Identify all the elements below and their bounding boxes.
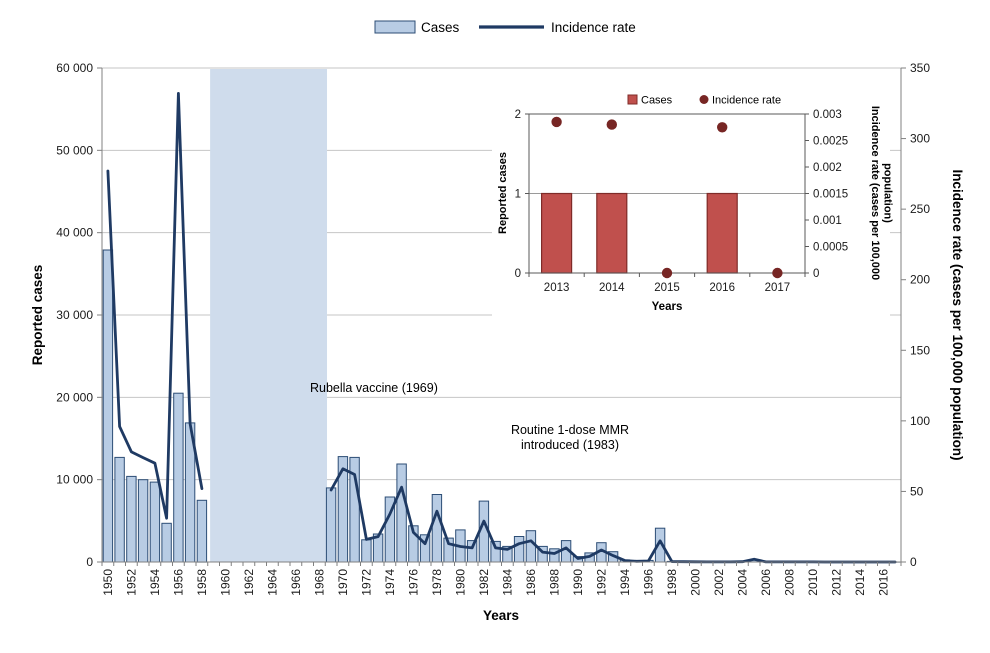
y-right-tick-label: 150 xyxy=(910,343,931,358)
x-tick-label-1998: 1998 xyxy=(664,569,679,596)
inset-cases-bar-2014 xyxy=(597,194,627,274)
inset-legend-cases-label: Cases xyxy=(641,94,673,107)
inset-y-right-axis-title-line1: Incidence rate (cases per 100,000 xyxy=(869,105,881,281)
x-tick-label-2010: 2010 xyxy=(805,569,820,596)
cases-bar-1978 xyxy=(432,495,441,563)
x-tick-label-1978: 1978 xyxy=(429,569,444,596)
y-left-tick-label: 60 000 xyxy=(56,61,93,75)
inset-x-tick-label-2016: 2016 xyxy=(709,282,735,294)
x-tick-label-1976: 1976 xyxy=(406,569,421,596)
x-tick-label-1968: 1968 xyxy=(312,569,327,596)
x-tick-label-2000: 2000 xyxy=(688,569,703,596)
cases-bar-1958 xyxy=(197,500,206,562)
annotation-mmr-line2: introduced (1983) xyxy=(521,438,619,452)
y-right-axis-title: Incidence rate (cases per 100,000 population) xyxy=(950,169,965,461)
inset-y-left-tick-label: 1 xyxy=(514,188,521,201)
y-right-tick-label: 300 xyxy=(910,131,931,146)
inset-y-right-tick-label: 0 xyxy=(813,268,820,280)
cases-bar-1955 xyxy=(162,523,171,562)
x-tick-label-1952: 1952 xyxy=(124,569,139,596)
x-tick-label-2014: 2014 xyxy=(852,569,867,596)
legend-cases-swatch xyxy=(375,21,415,33)
x-tick-label-1988: 1988 xyxy=(547,569,562,596)
inset-legend-dot-swatch xyxy=(700,95,709,104)
inset-x-tick-label-2015: 2015 xyxy=(654,282,680,294)
cases-bar-1985 xyxy=(514,537,523,563)
inset-legend-incidence-label: Incidence rate xyxy=(712,94,782,107)
x-tick-label-1994: 1994 xyxy=(617,569,632,596)
x-tick-label-1990: 1990 xyxy=(570,569,585,596)
x-tick-label-1980: 1980 xyxy=(453,569,468,596)
cases-bar-1972 xyxy=(362,540,371,562)
inset-x-tick-label-2017: 2017 xyxy=(764,282,791,294)
cases-bar-1986 xyxy=(526,531,535,562)
x-tick-label-1954: 1954 xyxy=(147,569,162,596)
cases-bar-1954 xyxy=(150,482,159,562)
x-tick-label-1986: 1986 xyxy=(523,569,538,596)
inset-x-axis-title: Years xyxy=(651,301,683,313)
cases-bar-1975 xyxy=(397,464,406,562)
cases-bar-1969 xyxy=(326,488,335,562)
y-right-tick-label: 50 xyxy=(910,484,924,499)
inset-cases-bar-2013 xyxy=(542,194,572,274)
inset-cases-bar-2016 xyxy=(707,194,737,274)
inset-y-right-tick-label: 0.001 xyxy=(813,215,842,227)
y-left-tick-label: 30 000 xyxy=(56,308,93,322)
x-tick-label-1984: 1984 xyxy=(500,569,515,596)
x-tick-label-1982: 1982 xyxy=(476,569,491,596)
x-tick-label-1966: 1966 xyxy=(288,569,303,596)
inset-incidence-dot-2014 xyxy=(607,119,617,129)
inset-legend-cases-swatch xyxy=(628,95,637,104)
annotation-rubella-vaccine: Rubella vaccine (1969) xyxy=(310,381,438,395)
cases-bar-1956 xyxy=(174,393,183,562)
y-left-tick-label: 20 000 xyxy=(56,390,93,405)
y-left-axis-title: Reported cases xyxy=(30,264,45,366)
x-tick-label-1972: 1972 xyxy=(359,569,374,596)
x-tick-label-1956: 1956 xyxy=(171,569,186,596)
no-data-band xyxy=(210,69,327,562)
x-tick-label-2016: 2016 xyxy=(876,569,891,596)
cases-bar-1950 xyxy=(103,250,112,562)
legend-incidence-label: Incidence rate xyxy=(551,20,636,35)
inset-y-left-tick-label: 0 xyxy=(514,268,521,280)
inset-y-right-tick-label: 0.0015 xyxy=(813,188,849,201)
y-right-tick-label: 350 xyxy=(910,61,931,75)
inset-y-right-tick-label: 0.0025 xyxy=(813,135,849,148)
cases-bar-1952 xyxy=(127,476,136,562)
x-tick-label-1970: 1970 xyxy=(335,569,350,596)
inset-incidence-dot-2015 xyxy=(662,268,672,278)
inset-x-tick-label-2013: 2013 xyxy=(543,282,570,294)
cases-bar-1953 xyxy=(138,480,147,562)
inset-x-tick-label-2014: 2014 xyxy=(599,282,625,294)
y-left-tick-label: 50 000 xyxy=(56,143,93,158)
x-axis-title: Years xyxy=(482,608,520,623)
x-tick-label-1962: 1962 xyxy=(241,569,256,596)
x-tick-label-1992: 1992 xyxy=(594,569,609,596)
x-tick-label-1996: 1996 xyxy=(641,569,656,596)
x-tick-label-1964: 1964 xyxy=(265,569,280,596)
inset-y-left-axis-title: Reported cases xyxy=(497,152,509,234)
inset-y-right-tick-label: 0.002 xyxy=(813,162,842,174)
inset-incidence-dot-2017 xyxy=(772,268,782,278)
inset-y-right-tick-label: 0.0005 xyxy=(813,241,849,254)
y-left-tick-label: 10 000 xyxy=(56,472,93,487)
legend-cases-label: Cases xyxy=(421,20,460,35)
y-right-tick-label: 250 xyxy=(910,202,931,217)
x-tick-label-2004: 2004 xyxy=(735,569,750,596)
x-tick-label-1958: 1958 xyxy=(194,569,209,596)
x-tick-label-2012: 2012 xyxy=(829,569,844,596)
inset-y-left-tick-label: 2 xyxy=(514,109,521,121)
x-tick-label-1960: 1960 xyxy=(218,569,233,596)
x-tick-label-2002: 2002 xyxy=(711,569,726,596)
y-right-tick-label: 200 xyxy=(910,272,931,287)
inset-y-right-tick-label: 0.003 xyxy=(813,109,842,121)
y-right-tick-label: 0 xyxy=(910,555,917,569)
x-tick-label-1950: 1950 xyxy=(100,569,115,596)
y-left-tick-label: 40 000 xyxy=(56,225,93,240)
inset-incidence-dot-2016 xyxy=(717,122,727,132)
y-right-tick-label: 100 xyxy=(910,413,931,428)
cases-bar-1951 xyxy=(115,457,124,562)
x-tick-label-2008: 2008 xyxy=(782,569,797,596)
y-left-tick-label: 0 xyxy=(86,555,93,569)
x-tick-label-2006: 2006 xyxy=(758,569,773,596)
inset-y-right-axis-title-line2: population) xyxy=(881,163,894,223)
inset-incidence-dot-2013 xyxy=(551,117,561,127)
x-tick-label-1974: 1974 xyxy=(382,569,397,596)
annotation-mmr-line1: Routine 1-dose MMR xyxy=(510,423,630,437)
